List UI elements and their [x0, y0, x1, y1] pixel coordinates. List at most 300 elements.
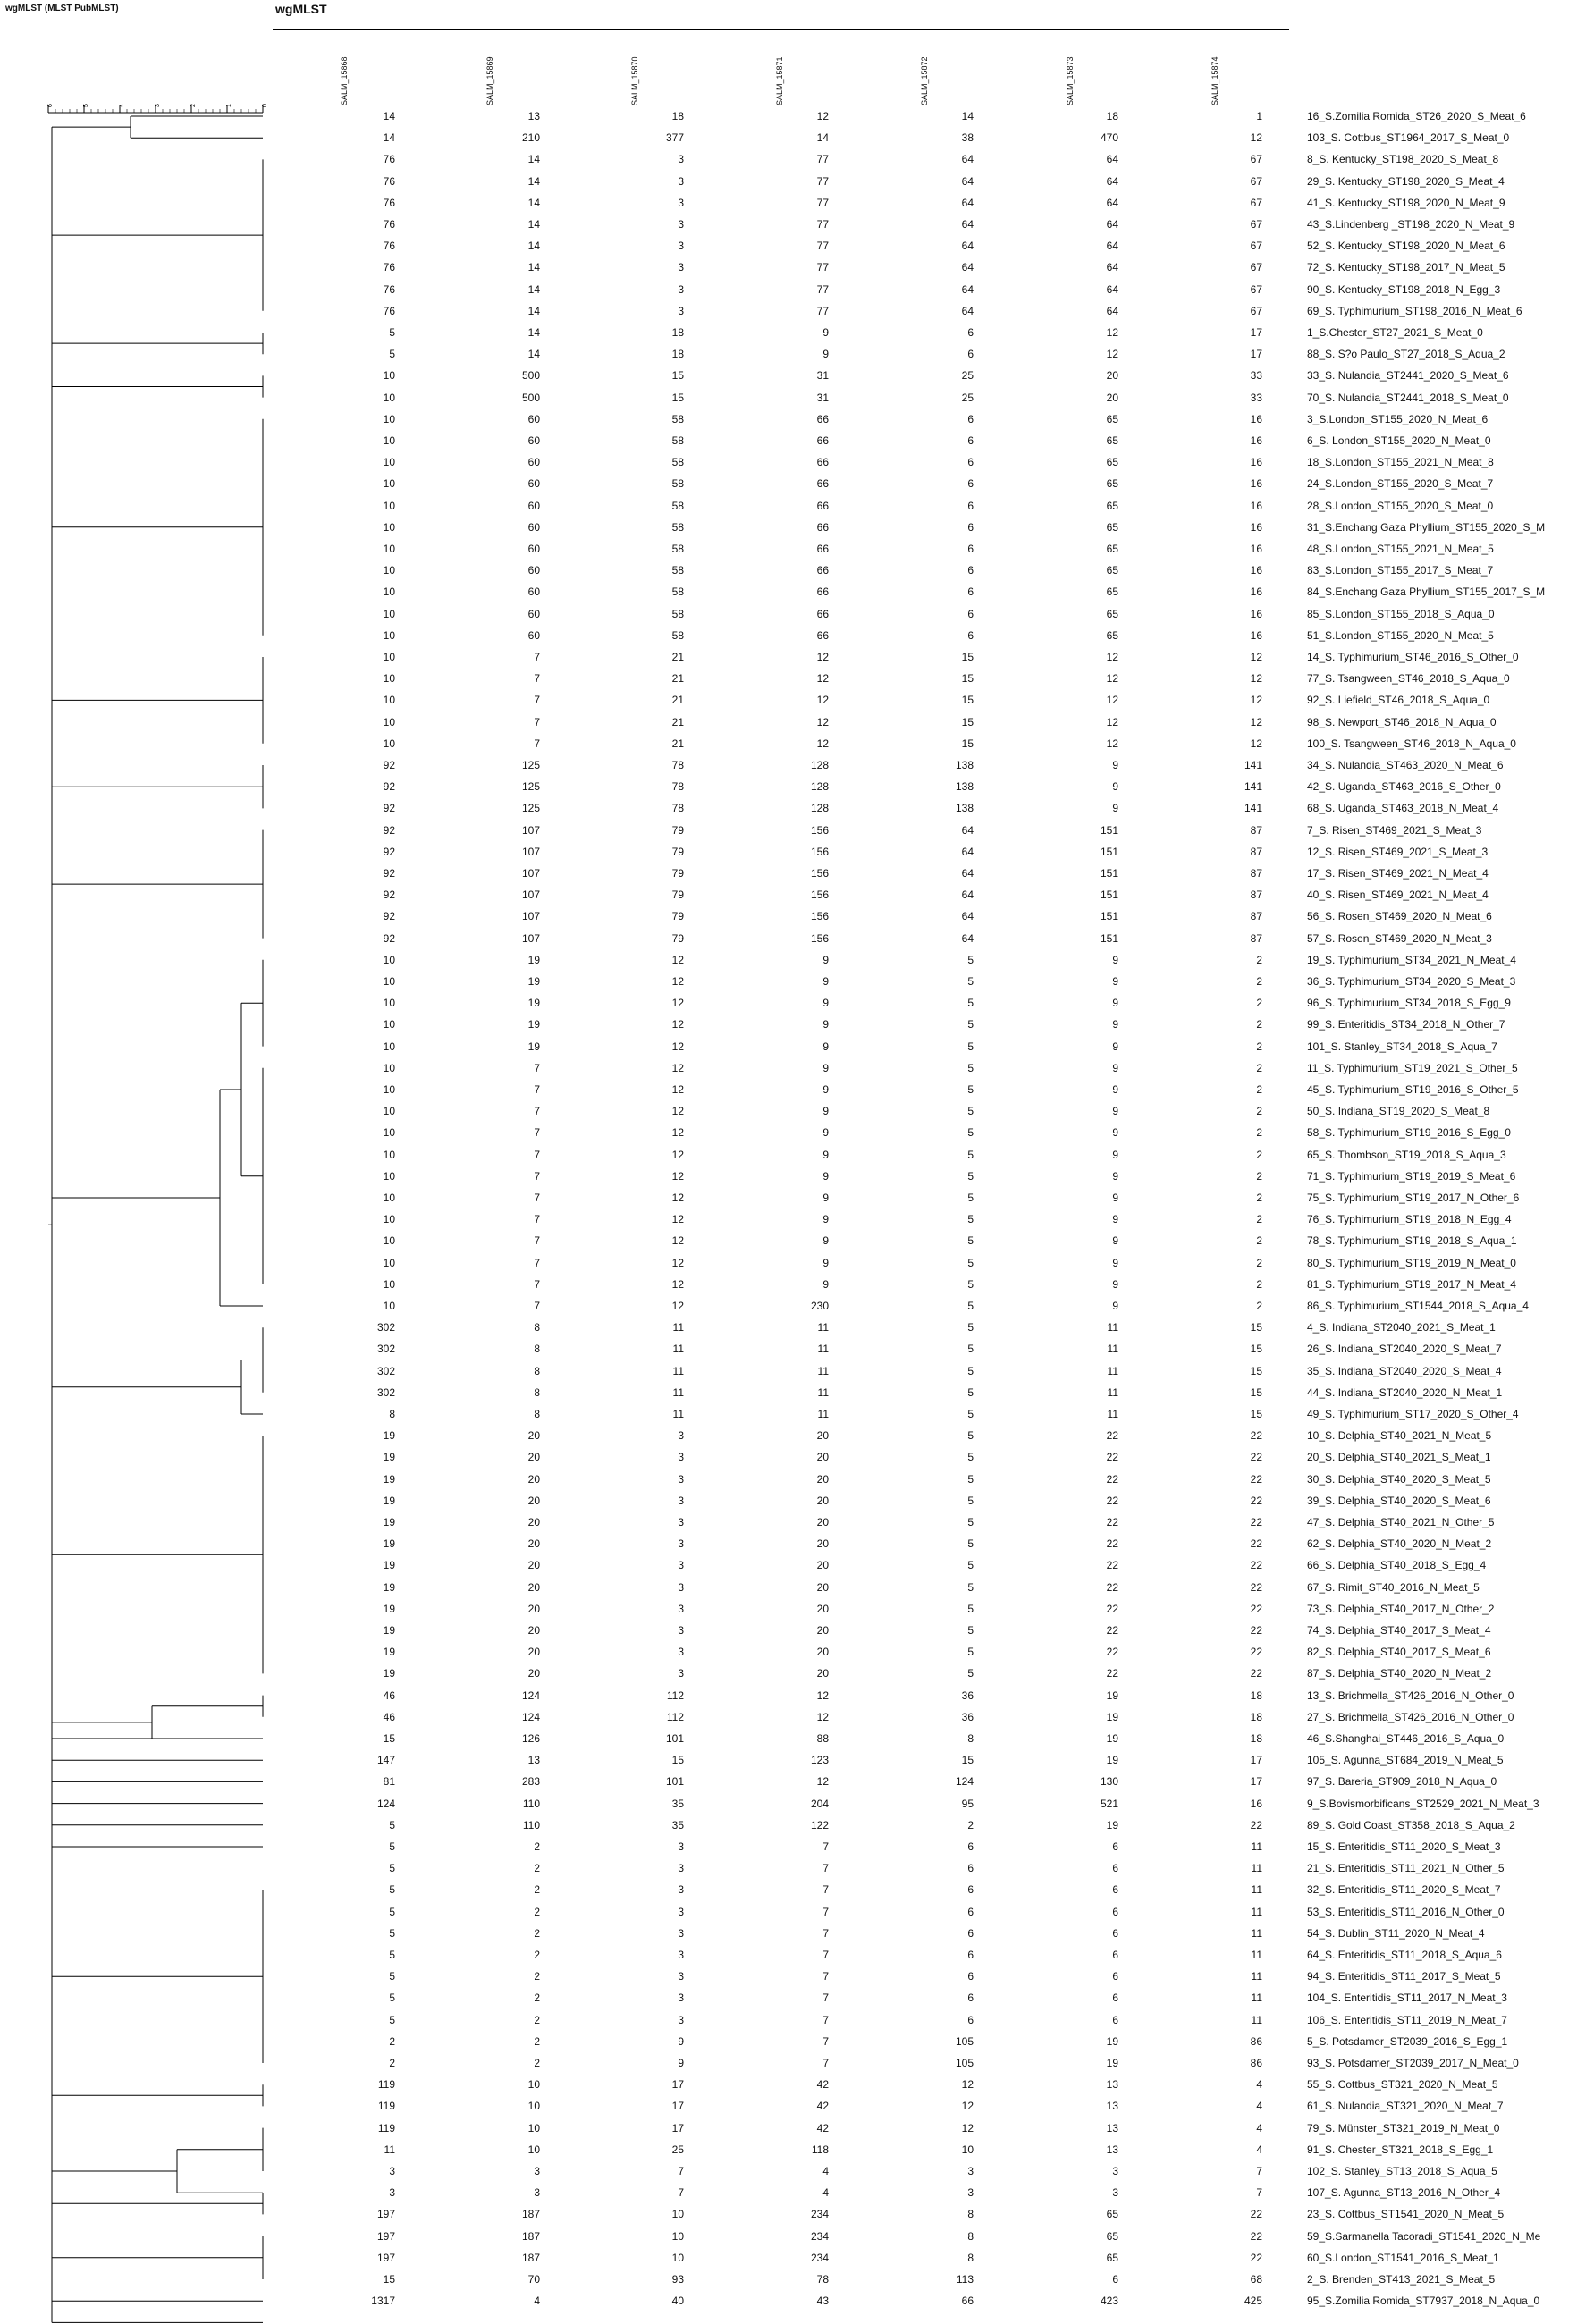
allele-cell: 10: [671, 2229, 684, 2243]
isolate-label: 60_S.London_ST1541_2016_S_Meat_1: [1307, 2251, 1499, 2264]
allele-cell: 64: [961, 174, 974, 188]
allele-cell: 2: [1256, 975, 1262, 988]
allele-cell: 5: [389, 1926, 395, 1940]
allele-cell: 5: [389, 1883, 395, 1897]
allele-cell: 10: [383, 1126, 395, 1140]
scale-label: 5: [83, 104, 89, 107]
allele-cell: 66: [816, 499, 829, 512]
allele-cell: 92: [383, 910, 395, 923]
allele-cell: 16: [1250, 543, 1262, 555]
allele-cell: 2: [534, 2057, 540, 2069]
allele-cell: 64: [1106, 153, 1118, 166]
allele-cell: 7: [822, 2013, 829, 2026]
allele-cell: 9: [822, 1213, 829, 1226]
allele-cell: 20: [527, 1667, 540, 1680]
allele-cell: 12: [1250, 672, 1262, 686]
allele-cell: 3: [678, 218, 684, 231]
allele-cell: 3: [678, 1840, 684, 1853]
allele-cell: 10: [383, 1169, 395, 1183]
allele-cell: 60: [527, 543, 540, 555]
isolate-label: 18_S.London_ST155_2021_N_Meat_8: [1307, 456, 1494, 469]
allele-cell: 7: [534, 1234, 540, 1248]
allele-cell: 65: [1106, 499, 1118, 512]
allele-cell: 2: [534, 1840, 540, 1853]
isolate-label: 72_S. Kentucky_ST198_2017_N_Meat_5: [1307, 261, 1505, 274]
allele-cell: 128: [810, 759, 829, 771]
allele-cell: 77: [816, 174, 829, 188]
allele-cell: 5: [389, 348, 395, 361]
allele-cell: 5: [967, 975, 974, 988]
allele-cell: 6: [1112, 1840, 1118, 1853]
allele-cell: 14: [527, 348, 540, 361]
table-row: [0, 1511, 1594, 1533]
table-row: [0, 646, 1594, 668]
isolate-label: 9_S.Bovismorbificans_ST2529_2021_N_Meat_3: [1307, 1797, 1539, 1810]
isolate-label: 97_S. Bareria_ST909_2018_N_Aqua_0: [1307, 1775, 1497, 1789]
allele-cell: 110: [522, 1818, 540, 1831]
allele-cell: 12: [671, 997, 684, 1010]
isolate-label: 106_S. Enteritidis_ST11_2019_N_Meat_7: [1307, 2013, 1507, 2026]
allele-cell: 78: [671, 802, 684, 815]
allele-cell: 6: [967, 628, 974, 642]
table-row: [0, 1533, 1594, 1554]
allele-cell: 11: [1251, 1926, 1262, 1940]
allele-cell: 77: [816, 240, 829, 253]
allele-cell: 9: [1112, 1061, 1118, 1074]
allele-cell: 17: [1250, 1754, 1262, 1767]
allele-cell: 3: [678, 240, 684, 253]
allele-cell: 20: [527, 1472, 540, 1486]
allele-cell: 3: [678, 282, 684, 296]
allele-cell: 10: [383, 412, 395, 425]
isolate-label: 8_S. Kentucky_ST198_2020_S_Meat_8: [1307, 153, 1499, 166]
allele-cell: 68: [1250, 2273, 1262, 2286]
allele-cell: 9: [1112, 975, 1118, 988]
allele-cell: 5: [967, 1472, 974, 1486]
allele-cell: 5: [967, 1061, 974, 1074]
allele-cell: 76: [383, 174, 395, 188]
allele-cell: 65: [1106, 456, 1118, 469]
allele-cell: 20: [816, 1624, 829, 1637]
allele-cell: 12: [1250, 131, 1262, 145]
allele-cell: 6: [1112, 1905, 1118, 1918]
allele-cell: 78: [816, 2273, 829, 2286]
isolate-label: 80_S. Typhimurium_ST19_2019_N_Meat_0: [1307, 1256, 1516, 1269]
allele-cell: 12: [671, 953, 684, 966]
allele-cell: 10: [383, 628, 395, 642]
allele-cell: 17: [671, 2078, 684, 2092]
table-row: [0, 1469, 1594, 1490]
allele-cell: 21: [671, 694, 684, 707]
allele-cell: 20: [816, 1580, 829, 1594]
allele-cell: 20: [527, 1646, 540, 1659]
allele-cell: 423: [1100, 2295, 1118, 2308]
allele-cell: 110: [522, 1797, 540, 1810]
allele-cell: 95: [961, 1797, 974, 1810]
table-row: [0, 1230, 1594, 1251]
allele-cell: 65: [1106, 628, 1118, 642]
allele-cell: 22: [1106, 1602, 1118, 1615]
allele-cell: 9: [1112, 953, 1118, 966]
isolate-label: 10_S. Delphia_ST40_2021_N_Meat_5: [1307, 1429, 1492, 1443]
allele-cell: 11: [817, 1321, 829, 1335]
allele-cell: 60: [527, 607, 540, 620]
allele-cell: 10: [383, 585, 395, 599]
allele-cell: 5: [967, 1646, 974, 1659]
table-row: [0, 2182, 1594, 2203]
table-row: [0, 1295, 1594, 1317]
allele-cell: 10: [383, 520, 395, 534]
allele-cell: 156: [810, 910, 829, 923]
table-row: [0, 1857, 1594, 1879]
allele-cell: 3: [1112, 2165, 1118, 2177]
allele-cell: 6: [967, 1840, 974, 1853]
isolate-label: 96_S. Typhimurium_ST34_2018_S_Egg_9: [1307, 997, 1511, 1010]
allele-cell: 5: [389, 1862, 395, 1875]
allele-cell: 3: [389, 2186, 395, 2200]
scale-label: 2: [190, 104, 197, 107]
allele-cell: 4: [534, 2295, 540, 2308]
table-row: [0, 1598, 1594, 1620]
allele-cell: 87: [1250, 823, 1262, 837]
allele-cell: 43: [816, 2295, 829, 2308]
table-row: [0, 992, 1594, 1014]
allele-cell: 125: [521, 802, 540, 815]
allele-cell: 17: [671, 2121, 684, 2135]
table-row: [0, 1554, 1594, 1576]
allele-cell: 22: [1250, 1667, 1262, 1680]
allele-cell: 20: [527, 1580, 540, 1594]
allele-cell: 2: [534, 1905, 540, 1918]
isolate-label: 62_S. Delphia_ST40_2020_N_Meat_2: [1307, 1537, 1492, 1551]
allele-cell: 156: [810, 845, 829, 858]
allele-cell: 9: [822, 1234, 829, 1248]
allele-cell: 12: [1106, 326, 1118, 339]
allele-cell: 5: [967, 1516, 974, 1528]
allele-cell: 6: [967, 1926, 974, 1940]
allele-cell: 12: [961, 2100, 974, 2113]
table-row: [0, 1208, 1594, 1230]
allele-cell: 14: [961, 110, 974, 122]
allele-cell: 65: [1106, 477, 1118, 491]
allele-cell: 10: [383, 607, 395, 620]
allele-cell: 156: [810, 931, 829, 945]
isolate-label: 32_S. Enteritidis_ST11_2020_S_Meat_7: [1307, 1883, 1501, 1897]
allele-cell: 20: [816, 1559, 829, 1572]
allele-cell: 2: [389, 2057, 395, 2069]
allele-cell: 38: [961, 131, 974, 145]
isolate-label: 100_S. Tsangween_ST46_2018_N_Aqua_0: [1307, 737, 1516, 750]
allele-cell: 22: [1250, 1451, 1262, 1464]
table-row: [0, 1641, 1594, 1663]
scale-label: 6: [47, 104, 54, 107]
allele-cell: 11: [1107, 1343, 1118, 1356]
allele-cell: 10: [383, 391, 395, 404]
table-row: [0, 1317, 1594, 1338]
allele-cell: 76: [383, 218, 395, 231]
allele-cell: 12: [671, 1148, 684, 1161]
allele-cell: 10: [383, 1277, 395, 1291]
allele-cell: 35: [671, 1797, 684, 1810]
allele-cell: 58: [671, 628, 684, 642]
allele-cell: 5: [967, 1385, 974, 1399]
allele-cell: 92: [383, 823, 395, 837]
allele-cell: 5: [967, 1018, 974, 1031]
allele-cell: 21: [671, 651, 684, 663]
allele-cell: 2: [534, 1883, 540, 1897]
allele-cell: 197: [376, 2208, 395, 2221]
allele-cell: 3: [534, 2186, 540, 2200]
allele-cell: 13: [527, 110, 540, 122]
allele-cell: 5: [967, 1364, 974, 1377]
allele-cell: 15: [671, 1754, 684, 1767]
allele-cell: 36: [961, 1688, 974, 1702]
table-row: [0, 905, 1594, 927]
isolate-label: 68_S. Uganda_ST463_2018_N_Meat_4: [1307, 802, 1499, 815]
allele-cell: 58: [671, 564, 684, 577]
allele-cell: 22: [1250, 1559, 1262, 1572]
allele-cell: 3: [678, 1472, 684, 1486]
allele-cell: 4: [1256, 2121, 1262, 2135]
allele-cell: 5: [967, 953, 974, 966]
table-row: [0, 451, 1594, 473]
allele-cell: 7: [822, 2057, 829, 2069]
allele-cell: 10: [383, 1148, 395, 1161]
allele-cell: 20: [816, 1472, 829, 1486]
table-row: [0, 1079, 1594, 1100]
allele-cell: 10: [383, 975, 395, 988]
allele-cell: 9: [678, 2057, 684, 2069]
allele-cell: 16: [1250, 607, 1262, 620]
allele-cell: 60: [527, 628, 540, 642]
scale-label: 4: [119, 104, 125, 107]
allele-cell: 10: [383, 369, 395, 383]
allele-cell: 12: [816, 694, 829, 707]
allele-cell: 5: [967, 1321, 974, 1335]
isolate-label: 101_S. Stanley_ST34_2018_S_Aqua_7: [1307, 1040, 1497, 1053]
allele-cell: 11: [817, 1343, 829, 1356]
allele-cell: 14: [383, 131, 395, 145]
allele-cell: 19: [1106, 1732, 1118, 1745]
allele-cell: 64: [961, 261, 974, 274]
allele-cell: 15: [1250, 1385, 1262, 1399]
allele-cell: 64: [961, 240, 974, 253]
allele-cell: 8: [534, 1385, 540, 1399]
allele-cell: 16: [1250, 434, 1262, 447]
allele-cell: 6: [967, 348, 974, 361]
table-row: [0, 1100, 1594, 1122]
allele-cell: 65: [1106, 434, 1118, 447]
allele-cell: 230: [810, 1300, 829, 1312]
allele-cell: 87: [1250, 888, 1262, 902]
table-row: [0, 2009, 1594, 2031]
allele-cell: 1: [1256, 110, 1262, 122]
isolate-label: 93_S. Potsdamer_ST2039_2017_N_Meat_0: [1307, 2057, 1519, 2069]
allele-cell: 11: [1107, 1385, 1118, 1399]
allele-cell: 2: [967, 1818, 974, 1831]
table-row: [0, 1122, 1594, 1143]
allele-cell: 4: [822, 2186, 829, 2200]
isolate-label: 103_S. Cottbus_ST1964_2017_S_Meat_0: [1307, 131, 1510, 145]
allele-cell: 7: [1256, 2165, 1262, 2177]
isolate-label: 71_S. Typhimurium_ST19_2019_S_Meat_6: [1307, 1169, 1516, 1183]
allele-cell: 12: [671, 1105, 684, 1118]
allele-cell: 9: [822, 997, 829, 1010]
allele-cell: 5: [389, 1818, 395, 1831]
allele-cell: 19: [383, 1537, 395, 1551]
allele-cell: 58: [671, 520, 684, 534]
isolate-label: 39_S. Delphia_ST40_2020_S_Meat_6: [1307, 1494, 1491, 1507]
allele-cell: 7: [534, 1213, 540, 1226]
allele-cell: 92: [383, 780, 395, 794]
allele-cell: 22: [1250, 1602, 1262, 1615]
allele-cell: 18: [1250, 1732, 1262, 1745]
table-row: [0, 1987, 1594, 2008]
allele-cell: 6: [1112, 2013, 1118, 2026]
allele-cell: 6: [1112, 1970, 1118, 1983]
allele-cell: 5: [967, 1040, 974, 1053]
allele-cell: 11: [1107, 1364, 1118, 1377]
allele-cell: 119: [377, 2078, 395, 2092]
table-row: [0, 841, 1594, 863]
allele-cell: 5: [967, 1343, 974, 1356]
allele-cell: 40: [671, 2295, 684, 2308]
isolate-label: 69_S. Typhimurium_ST198_2016_N_Meat_6: [1307, 304, 1522, 317]
allele-cell: 3: [678, 1667, 684, 1680]
allele-cell: 64: [1106, 196, 1118, 209]
allele-cell: 283: [521, 1775, 540, 1789]
allele-cell: 64: [1106, 304, 1118, 317]
allele-cell: 6: [1112, 1991, 1118, 2005]
allele-cell: 70: [527, 2273, 540, 2286]
table-row: [0, 257, 1594, 278]
allele-cell: 22: [1106, 1559, 1118, 1572]
column-header: SALM_15871: [775, 56, 784, 105]
allele-cell: 302: [376, 1321, 395, 1335]
isolate-label: 43_S.Lindenberg _ST198_2020_N_Meat_9: [1307, 218, 1515, 231]
allele-cell: 22: [1106, 1516, 1118, 1528]
allele-cell: 5: [967, 1105, 974, 1118]
allele-cell: 20: [527, 1516, 540, 1528]
allele-cell: 20: [527, 1494, 540, 1507]
isolate-label: 51_S.London_ST155_2020_N_Meat_5: [1307, 628, 1494, 642]
table-title: wgMLST: [275, 2, 327, 16]
allele-cell: 125: [521, 759, 540, 771]
allele-cell: 66: [816, 628, 829, 642]
allele-cell: 10: [383, 1213, 395, 1226]
allele-cell: 2: [534, 1862, 540, 1875]
allele-cell: 18: [671, 348, 684, 361]
allele-cell: 8: [534, 1321, 540, 1335]
allele-cell: 22: [1250, 1580, 1262, 1594]
table-row: [0, 928, 1594, 949]
table-row: [0, 1749, 1594, 1771]
allele-cell: 76: [383, 282, 395, 296]
allele-cell: 66: [816, 477, 829, 491]
allele-cell: 79: [671, 931, 684, 945]
allele-cell: 66: [816, 520, 829, 534]
allele-cell: 64: [1106, 261, 1118, 274]
isolate-label: 61_S. Nulandia_ST321_2020_N_Meat_7: [1307, 2100, 1504, 2113]
isolate-label: 59_S.Sarmanella Tacoradi_ST1541_2020_N_Me: [1307, 2229, 1541, 2243]
allele-cell: 12: [671, 1234, 684, 1248]
allele-cell: 64: [961, 910, 974, 923]
allele-cell: 11: [1251, 1949, 1262, 1961]
table-row: [0, 300, 1594, 322]
isolate-label: 64_S. Enteritidis_ST11_2018_S_Aqua_6: [1307, 1949, 1502, 1961]
allele-cell: 6: [967, 456, 974, 469]
allele-cell: 3: [389, 2165, 395, 2177]
isolate-label: 95_S.Zomilia Romida_ST7937_2018_N_Aqua_0: [1307, 2295, 1540, 2308]
table-row: [0, 1815, 1594, 1836]
allele-cell: 76: [383, 304, 395, 317]
allele-cell: 6: [1112, 1949, 1118, 1961]
allele-cell: 7: [534, 672, 540, 686]
table-row: [0, 1144, 1594, 1166]
allele-cell: 22: [1106, 1624, 1118, 1637]
allele-cell: 5: [389, 1905, 395, 1918]
allele-cell: 19: [1106, 1754, 1118, 1767]
allele-cell: 151: [1100, 888, 1118, 902]
allele-cell: 470: [1100, 131, 1118, 145]
allele-cell: 2: [1256, 1105, 1262, 1118]
allele-cell: 128: [810, 802, 829, 815]
allele-cell: 21: [671, 737, 684, 750]
allele-cell: 101: [665, 1775, 684, 1789]
isolate-label: 41_S. Kentucky_ST198_2020_N_Meat_9: [1307, 196, 1505, 209]
allele-cell: 10: [383, 1300, 395, 1312]
allele-cell: 14: [527, 174, 540, 188]
allele-cell: 22: [1250, 1646, 1262, 1659]
allele-cell: 2: [1256, 1148, 1262, 1161]
isolate-label: 77_S. Tsangween_ST46_2018_S_Aqua_0: [1307, 672, 1510, 686]
allele-cell: 66: [816, 607, 829, 620]
allele-cell: 3: [678, 153, 684, 166]
table-row: [0, 776, 1594, 797]
scale-label: 3: [155, 104, 161, 107]
allele-cell: 2: [1256, 1126, 1262, 1140]
allele-cell: 92: [383, 888, 395, 902]
table-row: [0, 560, 1594, 581]
allele-cell: 22: [1250, 2251, 1262, 2264]
isolate-label: 30_S. Delphia_ST40_2020_S_Meat_5: [1307, 1472, 1491, 1486]
allele-cell: 67: [1250, 218, 1262, 231]
allele-cell: 9: [822, 326, 829, 339]
allele-cell: 33: [1250, 369, 1262, 383]
allele-cell: 2: [1256, 1040, 1262, 1053]
allele-cell: 66: [816, 543, 829, 555]
table-row: [0, 2052, 1594, 2074]
allele-cell: 14: [816, 131, 829, 145]
allele-cell: 6: [967, 543, 974, 555]
table-row: [0, 1966, 1594, 1987]
allele-cell: 8: [967, 2229, 974, 2243]
allele-cell: 7: [822, 1991, 829, 2005]
allele-cell: 20: [816, 1494, 829, 1507]
isolate-label: 47_S. Delphia_ST40_2021_N_Other_5: [1307, 1516, 1495, 1528]
allele-cell: 79: [671, 845, 684, 858]
allele-cell: 66: [816, 564, 829, 577]
allele-cell: 2: [534, 2013, 540, 2026]
allele-cell: 3: [678, 1429, 684, 1443]
allele-cell: 5: [967, 997, 974, 1010]
isolate-label: 104_S. Enteritidis_ST11_2017_N_Meat_3: [1307, 1991, 1507, 2005]
allele-cell: 123: [810, 1754, 829, 1767]
allele-cell: 79: [671, 867, 684, 880]
allele-cell: 156: [810, 823, 829, 837]
allele-cell: 234: [810, 2251, 829, 2264]
allele-cell: 76: [383, 240, 395, 253]
